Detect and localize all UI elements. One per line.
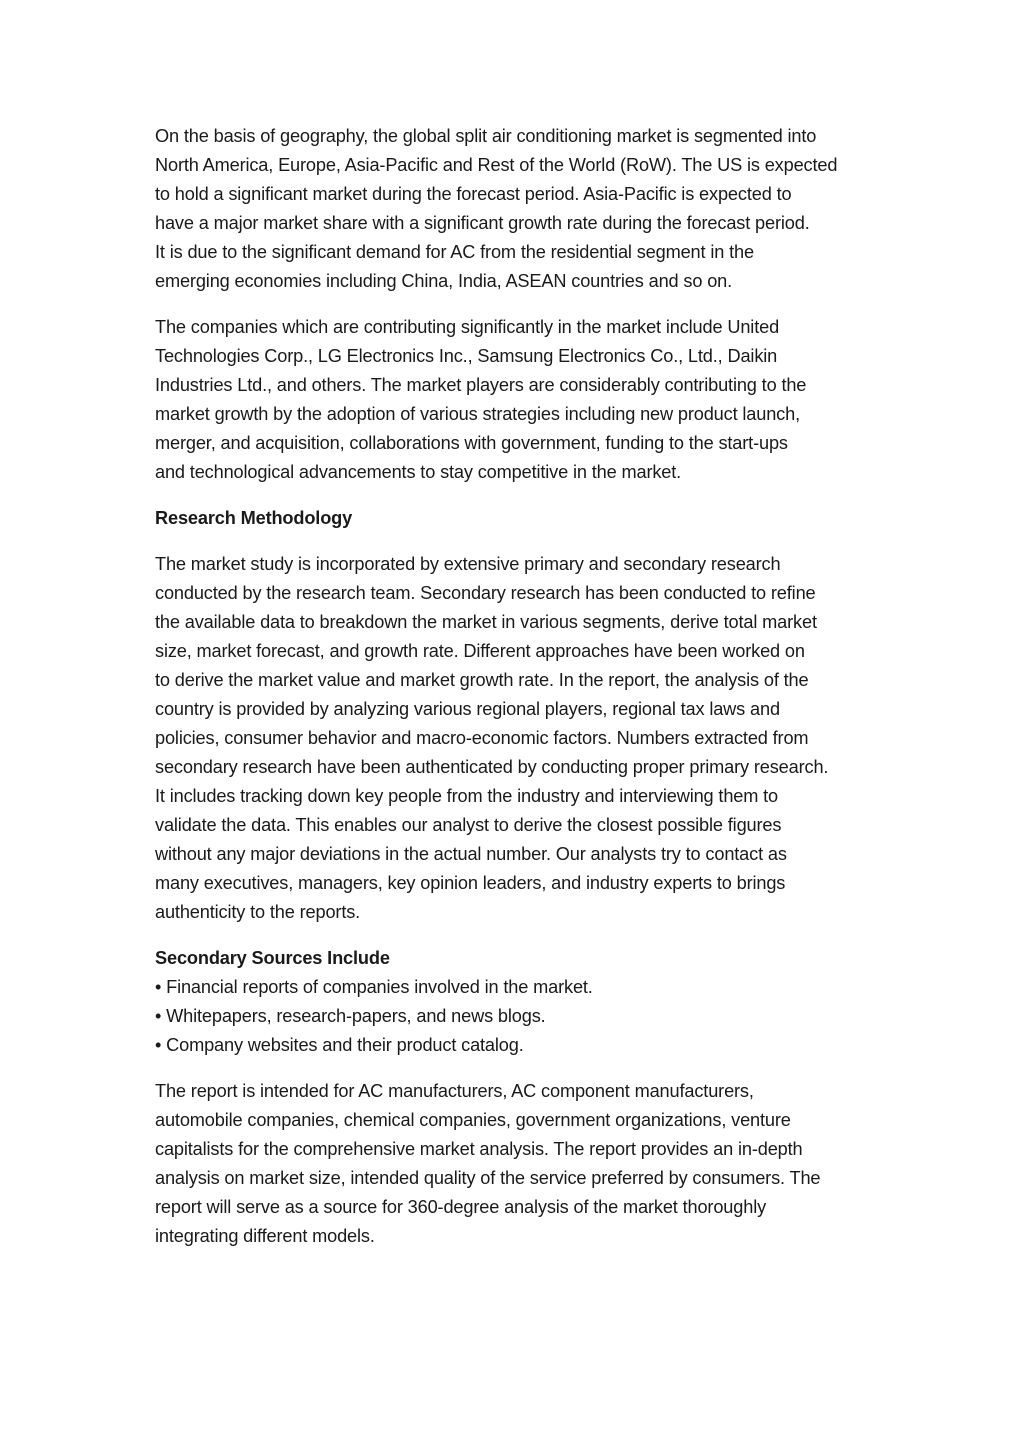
text-line: The companies which are contributing significantly in the market include United	[155, 317, 780, 337]
text-line: Technologies Corp., LG Electronics Inc., Samsung Electronics Co., Ltd., Daikin	[155, 346, 778, 366]
text-line: On the basis of geography, the global split air conditioning market is segmented into	[155, 126, 817, 146]
text-line: North America, Europe, Asia-Pacific and Rest of the World (RoW). The US is expected	[155, 155, 838, 175]
text-line: many executives, managers, key opinion leaders, and industry experts to brings	[155, 873, 786, 893]
text-line: secondary research have been authenticated by conducting proper primary research.	[155, 757, 829, 777]
text-line: conducted by the research team. Secondary research has been conducted to refine	[155, 583, 816, 603]
text-line: Industries Ltd., and others. The market players are considerably contributing to the	[155, 375, 807, 395]
paragraph-closing	[155, 1077, 890, 1251]
text-line: It includes tracking down key people from the industry and interviewing them to	[155, 786, 779, 806]
secondary-sources-block	[155, 944, 890, 1060]
text-line: The market study is incorporated by extensive primary and secondary research	[155, 554, 781, 574]
bullet-list-item: • Whitepapers, research-papers, and news blogs.	[155, 1006, 546, 1026]
text-line: emerging economies including China, India, ASEAN countries and so on.	[155, 271, 733, 291]
text-line: country is provided by analyzing various regional players, regional tax laws and	[155, 699, 780, 719]
text-line: automobile companies, chemical companies, government organizations, venture	[155, 1110, 791, 1130]
text-line: have a major market share with a significant growth rate during the forecast period.	[155, 213, 810, 233]
paragraph-companies	[155, 313, 890, 487]
text-line: and technological advancements to stay competitive in the market.	[155, 462, 682, 482]
text-line: size, market forecast, and growth rate. Different approaches have been worked on	[155, 641, 805, 661]
text-line: market growth by the adoption of various strategies including new product launch,	[155, 404, 800, 424]
section-heading-research-methodology: Research Methodology	[155, 508, 353, 528]
paragraph-research-methodology	[155, 550, 890, 927]
text-line: to hold a significant market during the forecast period. Asia-Pacific is expected to	[155, 184, 792, 204]
bullet-list-item: • Company websites and their product catalog.	[155, 1035, 524, 1055]
text-line: integrating different models.	[155, 1226, 375, 1246]
document-page	[155, 122, 890, 1268]
text-line: without any major deviations in the actual number. Our analysts try to contact as	[155, 844, 787, 864]
text-line: It is due to the significant demand for AC from the residential segment in the	[155, 242, 754, 262]
text-line: policies, consumer behavior and macro-economic factors. Numbers extracted from	[155, 728, 809, 748]
text-line: the available data to breakdown the market in various segments, derive total market	[155, 612, 817, 632]
text-line: report will serve as a source for 360-degree analysis of the market thoroughly	[155, 1197, 767, 1217]
text-line: to derive the market value and market growth rate. In the report, the analysis of the	[155, 670, 809, 690]
text-line: analysis on market size, intended quality of the service preferred by consumers. The	[155, 1168, 821, 1188]
text-line: The report is intended for AC manufacturers, AC component manufacturers,	[155, 1081, 754, 1101]
paragraph-geography	[155, 122, 890, 296]
text-line: merger, and acquisition, collaborations with government, funding to the start-ups	[155, 433, 788, 453]
text-line: authenticity to the reports.	[155, 902, 361, 922]
text-line: capitalists for the comprehensive market analysis. The report provides an in-depth	[155, 1139, 803, 1159]
text-line: validate the data. This enables our analyst to derive the closest possible figures	[155, 815, 782, 835]
section-heading-secondary-sources: Secondary Sources Include	[155, 948, 390, 968]
bullet-list-item: • Financial reports of companies involved in the market.	[155, 977, 593, 997]
